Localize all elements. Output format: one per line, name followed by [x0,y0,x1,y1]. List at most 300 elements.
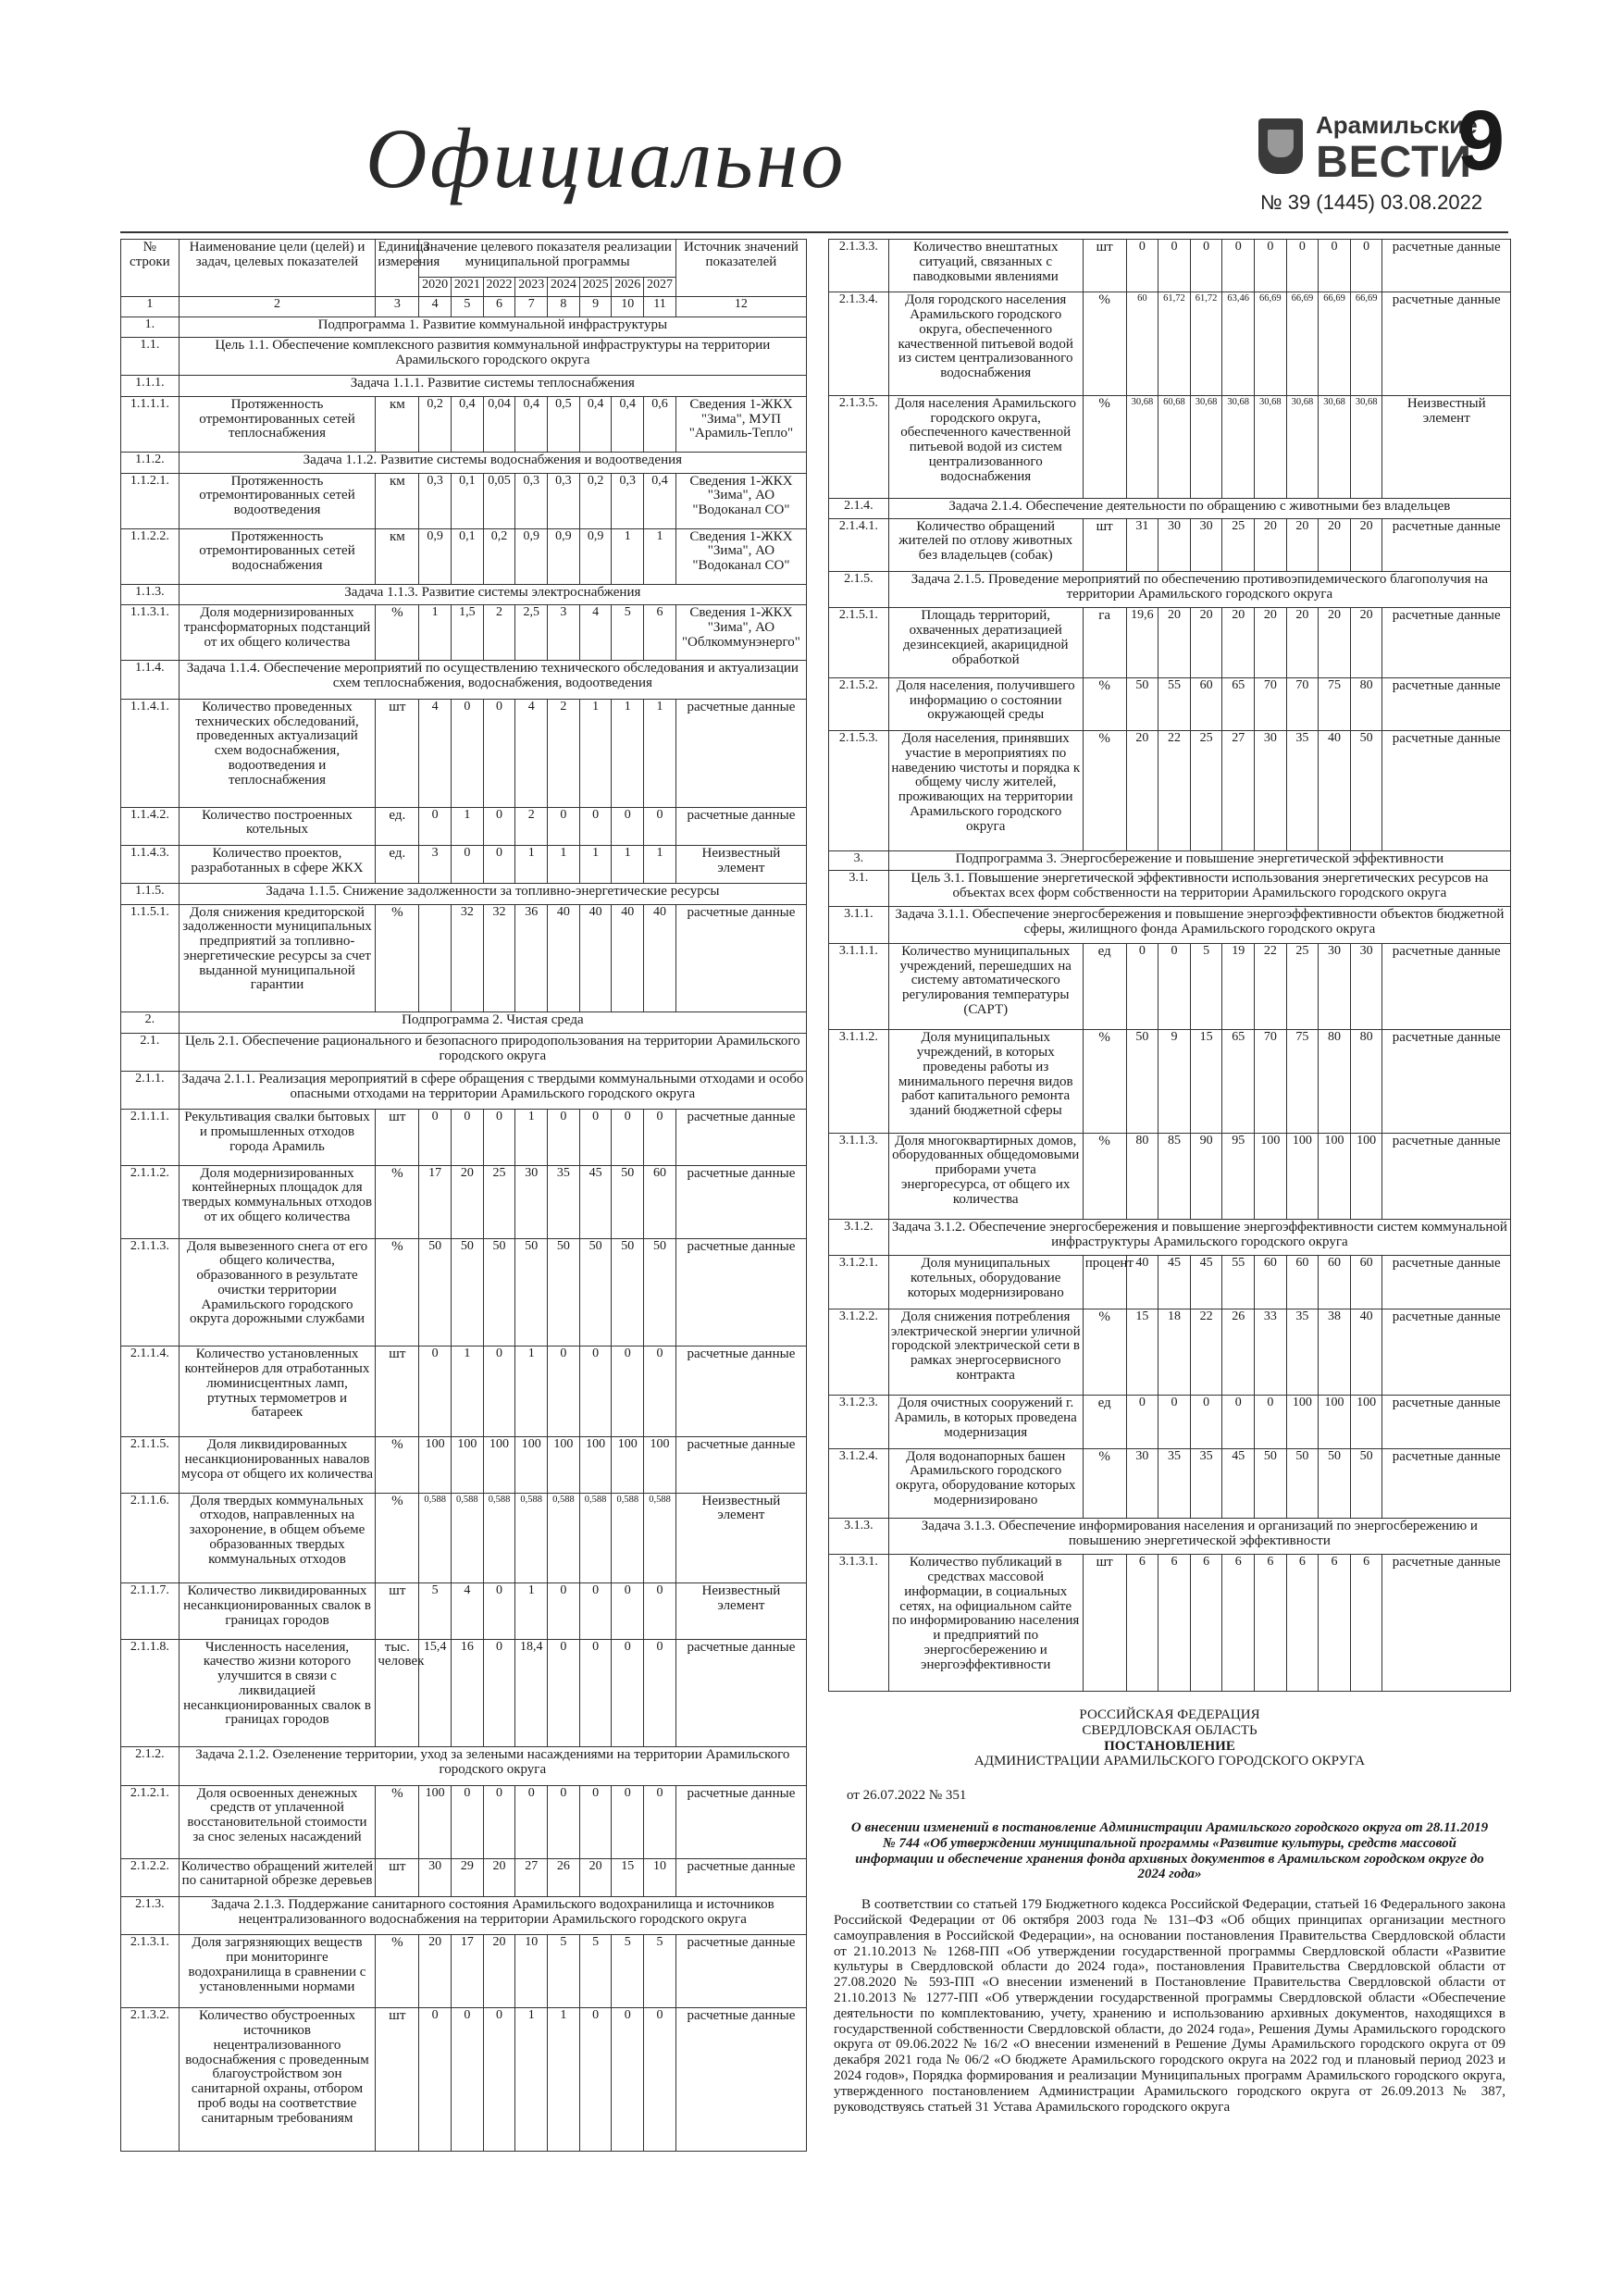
value-cell: 1 [515,1583,548,1639]
section-row [121,316,807,337]
value-cell: 0 [1255,1396,1287,1448]
value-cell: 20 [1126,731,1158,850]
value-cell: 40 [644,904,676,1012]
value-cell: 0 [1222,240,1255,292]
section-title: Задача 3.1.1. Обеспечение энергосбережения и повышение энергоэффективности объектов бюджетной сферы, жилищного фонда Арамильского городского округа [888,907,1510,943]
source-cell: расчетные данные [1382,292,1511,395]
value-cell: 20 [1319,608,1351,677]
value-cell: 0 [483,845,515,883]
table-row [121,1437,807,1493]
row-number: 3. [829,850,889,870]
page-header [120,93,1508,231]
section-title: Задача 2.1.1. Реализация мероприятий в сфере обращения с твердыми коммунальными отходами и особо опасными отходами на территории Арамильского городского округа [179,1072,806,1110]
value-cell: 66,69 [1255,292,1287,395]
indicator-name: Количество обращений жителей по отлову животных без владельцев (собак) [888,518,1083,571]
value-cell: 100 [515,1437,548,1493]
value-cell: 40 [612,904,644,1012]
row-number: 2.1.3.3. [829,240,889,292]
source-cell: расчетные данные [1382,731,1511,850]
unit-cell: ед [1083,943,1126,1029]
section-row [829,1220,1511,1256]
value-cell: 0,4 [579,396,612,452]
row-number: 1.1.3. [121,584,180,604]
value-cell: 6 [1126,1555,1158,1692]
row-number: 3.1.2.4. [829,1448,889,1518]
value-cell: 30 [1350,943,1382,1029]
value-cell: 0 [1158,943,1191,1029]
page-number: 9 [1457,93,1505,188]
value-cell: 60 [1255,1256,1287,1309]
value-cell: 6 [1158,1555,1191,1692]
value-cell: 0 [419,1110,452,1165]
row-number: 3.1.2. [829,1220,889,1256]
value-cell: 0 [1126,943,1158,1029]
value-cell: 80 [1350,1030,1382,1133]
section-title: Подпрограмма 1. Развитие коммунальной инфраструктуры [179,316,806,337]
value-cell: 0,5 [548,396,580,452]
indicator-name: Доля многоквартирных домов, оборудованных общедомовыми приборами учета энергоресурса, от общего их количества [888,1133,1083,1219]
header-target-value: Значение целевого показателя реализации муниципальной программы [419,240,676,278]
value-cell: 20 [1190,608,1222,677]
section-row [121,1897,807,1935]
value-cell: 100 [644,1437,676,1493]
value-cell: 27 [1222,731,1255,850]
value-cell: 1 [452,807,484,845]
source-cell: расчетные данные [675,904,806,1012]
logo-main-text: ВЕСТИ [1316,138,1472,187]
section-title: Задача 3.1.2. Обеспечение энергосбережения и повышение энергоэффективности систем коммунальной инфраструктуры Арамильского городского округа [888,1220,1510,1256]
value-cell: 0,9 [548,528,580,584]
header-year: 2024 [548,278,580,297]
section-row [121,884,807,904]
header-rule [120,231,1508,233]
value-cell: 100 [419,1785,452,1858]
unit-cell: % [376,1785,419,1858]
indicator-name: Протяженность отремонтированных сетей теплоснабжения [179,396,376,452]
value-cell: 55 [1222,1256,1255,1309]
table-row [121,904,807,1012]
unit-cell: км [376,473,419,528]
row-number: 2.1.1. [121,1072,180,1110]
coat-of-arms-icon [1258,118,1303,174]
table-row [121,807,807,845]
source-cell: расчетные данные [675,1437,806,1493]
value-cell: 20 [1286,518,1319,571]
value-cell: 0 [1190,240,1222,292]
value-cell: 1 [644,528,676,584]
unit-cell: тыс. человек [376,1639,419,1747]
unit-cell: % [1083,1030,1126,1133]
indicator-name: Доля водонапорных башен Арамильского городского округа, оборудование которых модернизировано [888,1448,1083,1518]
value-cell: 0 [612,1110,644,1165]
value-cell: 35 [1158,1448,1191,1518]
value-cell: 60 [1286,1256,1319,1309]
value-cell: 0 [548,1639,580,1747]
value-cell: 0 [644,1785,676,1858]
indicator-name: Количество проведенных технических обследований, проведенных актуализаций схем водоснабжения, водоотведения и теплоснабжения [179,699,376,807]
value-cell: 5 [612,1935,644,2008]
source-cell: Сведения 1-ЖКХ "Зима", АО "Облкоммунэнерго" [675,605,806,661]
unit-cell: % [1083,395,1126,498]
table-row [121,1347,807,1437]
section-title: Задача 2.1.3. Поддержание санитарного состояния Арамильского водохранилища и источников нецентрализованного водоснабжения на территории Арамильского городского округа [179,1897,806,1935]
value-cell: 80 [1319,1030,1351,1133]
value-cell: 2 [548,699,580,807]
value-cell: 6 [1222,1555,1255,1692]
table-row [121,1110,807,1165]
unit-cell: % [1083,1133,1126,1219]
value-cell: 60,68 [1158,395,1191,498]
unit-cell: шт [376,699,419,807]
value-cell: 0 [1255,240,1287,292]
table-row [829,518,1511,571]
value-cell: 26 [1222,1309,1255,1395]
row-number: 2.1.1.2. [121,1165,180,1238]
value-cell: 1 [548,2008,580,2152]
unit-cell: км [376,528,419,584]
section-title: Задача 1.1.4. Обеспечение мероприятий по осуществлению технического обследования и актуализации схем теплоснабжения, водоснабжения, водоотведения [179,661,806,699]
unit-cell: % [1083,292,1126,395]
row-number: 2.1.2.2. [121,1858,180,1896]
unit-cell: % [376,1238,419,1347]
value-cell: 100 [548,1437,580,1493]
value-cell: 100 [579,1437,612,1493]
value-cell: 50 [452,1238,484,1347]
value-cell: 0,4 [452,396,484,452]
source-cell: Неизвестный элемент [675,845,806,883]
value-cell: 0 [612,1583,644,1639]
value-cell: 35 [1190,1448,1222,1518]
section-row [121,661,807,699]
value-cell: 50 [612,1165,644,1238]
row-number: 1.1.3.1. [121,605,180,661]
unit-cell: шт [376,1858,419,1896]
value-cell: 0 [579,1639,612,1747]
unit-cell: % [376,904,419,1012]
value-cell: 45 [1190,1256,1222,1309]
value-cell: 0 [548,1785,580,1858]
source-cell: расчетные данные [675,1238,806,1347]
indicator-name: Площадь территорий, охваченных дератизацией дезинсекцией, акарицидной обработкой [888,608,1083,677]
header-year: 2020 [419,278,452,297]
value-cell: 50 [1255,1448,1287,1518]
value-cell: 2 [483,605,515,661]
decree-title: О внесении изменений в постановление Администрации Арамильского городского округа от 28.11.2019 № 744 «Об утверждении муниципальной программы «Развитие культуры, средств массовой информации и обеспечение хранения фонда архивных документов в Арамильском городском округе до 2024 года» [850,1819,1489,1882]
value-cell: 65 [1222,1030,1255,1133]
value-cell: 20 [452,1165,484,1238]
source-cell: расчетные данные [1382,1396,1511,1448]
decree-type: ПОСТАНОВЛЕНИЕ [1104,1738,1235,1754]
value-cell: 0 [1158,1396,1191,1448]
value-cell: 0 [1126,1396,1158,1448]
indicator-name: Доля вывезенного снега от его общего количества, образованного в результате очистки территории Арамильского городского округа дорожными службами [179,1238,376,1347]
value-cell: 5 [644,1935,676,2008]
value-cell: 35 [1286,1309,1319,1395]
value-cell: 0,3 [419,473,452,528]
value-cell: 0,04 [483,396,515,452]
section-title: Задача 1.1.2. Развитие системы водоснабжения и водоотведения [179,453,806,473]
value-cell: 100 [1350,1133,1382,1219]
row-number: 3.1.1.2. [829,1030,889,1133]
row-number: 2.1.5.1. [829,608,889,677]
value-cell: 0,05 [483,473,515,528]
value-cell: 0 [612,1347,644,1437]
indicators-table-right [828,239,1511,1692]
value-cell: 61,72 [1190,292,1222,395]
row-number: 3.1.3.1. [829,1555,889,1692]
value-cell: 0 [483,1347,515,1437]
value-cell: 0,9 [579,528,612,584]
value-cell: 60 [1350,1256,1382,1309]
source-cell: расчетные данные [675,1639,806,1747]
source-cell: Сведения 1-ЖКХ "Зима", АО "Водоканал СО" [675,473,806,528]
value-cell: 22 [1190,1309,1222,1395]
indicator-name: Доля модернизированных контейнерных площадок для твердых коммунальных отходов от их общего количества [179,1165,376,1238]
value-cell: 1 [548,845,580,883]
table-row [121,528,807,584]
source-cell: расчетные данные [1382,677,1511,730]
value-cell: 0,2 [419,396,452,452]
decree-country: РОССИЙСКАЯ ФЕДЕРАЦИЯ [1079,1707,1260,1722]
source-cell: расчетные данные [1382,1133,1511,1219]
column-number: 12 [675,297,806,316]
row-number: 2.1.3. [121,1897,180,1935]
value-cell: 0 [1350,240,1382,292]
logo-top-text: Арамильские [1316,111,1478,139]
value-cell: 32 [452,904,484,1012]
value-cell: 0,1 [452,473,484,528]
value-cell: 35 [548,1165,580,1238]
value-cell: 60 [1190,677,1222,730]
value-cell: 66,69 [1286,292,1319,395]
source-cell: расчетные данные [675,2008,806,2152]
value-cell: 6 [1190,1555,1222,1692]
section-row [829,499,1511,518]
indicator-name: Количество построенных котельных [179,807,376,845]
source-cell: расчетные данные [675,699,806,807]
value-cell: 6 [1350,1555,1382,1692]
table-row [829,943,1511,1029]
value-cell: 1 [515,845,548,883]
value-cell: 0 [1319,240,1351,292]
value-cell: 50 [515,1238,548,1347]
column-number: 1 [121,297,180,316]
value-cell: 0,9 [515,528,548,584]
value-cell: 50 [1319,1448,1351,1518]
indicator-name: Численность населения, качество жизни которого улучшится в связи с ликвидацией несанкционированных свалок в границах городов [179,1639,376,1747]
value-cell: 0,588 [419,1493,452,1583]
source-cell: Неизвестный элемент [675,1583,806,1639]
value-cell: 18,4 [515,1639,548,1747]
value-cell: 40 [1126,1256,1158,1309]
indicator-name: Количество обустроенных источников нецентрализованного водоснабжения с проведенным благоустройством зон санитарной охраны, отбором проб воды на соответствие санитарным требованиям [179,2008,376,2152]
unit-cell: шт [376,2008,419,2152]
value-cell: 50 [1126,1030,1158,1133]
header-year: 2023 [515,278,548,297]
table-row [829,1256,1511,1309]
value-cell: 0 [483,2008,515,2152]
value-cell: 50 [419,1238,452,1347]
row-number: 2.1.1.1. [121,1110,180,1165]
table-row [829,240,1511,292]
value-cell: 20 [419,1935,452,2008]
value-cell: 18 [1158,1309,1191,1395]
table-row [121,1165,807,1238]
value-cell: 0,4 [612,396,644,452]
row-number: 1.1.4. [121,661,180,699]
column-number: 2 [179,297,376,316]
value-cell: 100 [612,1437,644,1493]
unit-cell: ед. [376,807,419,845]
table-row [829,1448,1511,1518]
section-title: Задача 2.1.5. Проведение мероприятий по обеспечению противоэпидемического благополучия на территории Арамильского городского округа [888,572,1510,608]
value-cell: 25 [483,1165,515,1238]
table-row [829,292,1511,395]
row-number: 1.1.4.1. [121,699,180,807]
decree-body: В соответствии со статьей 179 Бюджетного кодекса Российской Федерации, статьей 16 Федерального закона Российской Федерации от 06 октября 2003 года № 131–ФЗ «Об общих принципах организации местного самоуправления в Российской Федерации», на основании постановления Правительства Свердловской области от 21.10.2013 № 1268-ПП «Об утверждении государственной программы Свердловской области «Развитие культуры в Свердловской области до 2024 года», постановления Правительства Свердловской области от 27.08.2020 № 593-ПП «О внесении изменений в Постановление Правительства Свердловской области от 21.10.2013 № 1277-ПП «Об утверждении государственной программы Свердловской области «Обеспечение деятельности по комплектованию, учету, хранению и использованию архивных документов, находящихся в государственной собственности Свердловской области, до 2024 года», Решения Думы Арамильского городского округа от 09.06.2022 № 16/2 «О внесении изменений в Решение Думы Арамильского городского округа от 09 декабря 2021 года № 06/2 «О бюджете Арамильского городского округа на 2022 год и плановый период 2023 и 2024 годов», Порядка формирования и реализации Муниципальных программ Арамильского городского округа, утвержденного постановлением Администрации Арамильского городского округа от 26.09.2013 № 387, руководствуясь статьей 31 Устава Арамильского городского округа [834,1897,1505,2115]
value-cell: 75 [1319,677,1351,730]
decree-region: СВЕРДЛОВСКАЯ ОБЛАСТЬ [1082,1722,1258,1738]
row-number: 3.1.2.2. [829,1309,889,1395]
source-cell: Сведения 1-ЖКХ "Зима", МУП "Арамиль-Тепло" [675,396,806,452]
value-cell: 31 [1126,518,1158,571]
value-cell: 0,3 [612,473,644,528]
value-cell: 0,588 [548,1493,580,1583]
value-cell: 0 [548,1110,580,1165]
indicator-name: Количество ликвидированных несанкционированных свалок в границах городов [179,1583,376,1639]
value-cell: 0 [452,1110,484,1165]
row-number: 2.1.3.1. [121,1935,180,2008]
table-row [829,608,1511,677]
source-cell: Неизвестный элемент [675,1493,806,1583]
row-number: 2.1.1.8. [121,1639,180,1747]
table-row [829,677,1511,730]
source-cell: расчетные данные [1382,608,1511,677]
value-cell: 35 [1286,731,1319,850]
value-cell: 0 [452,699,484,807]
indicator-name: Доля муниципальных котельных, оборудование которых модернизировано [888,1256,1083,1309]
value-cell: 30,68 [1286,395,1319,498]
value-cell: 0 [644,1583,676,1639]
value-cell: 50 [483,1238,515,1347]
value-cell: 15 [1126,1309,1158,1395]
value-cell: 20 [1350,608,1382,677]
newspaper-logo [1138,109,1483,214]
row-number: 3.1.1.1. [829,943,889,1029]
table-row [121,1785,807,1858]
source-cell: расчетные данные [1382,943,1511,1029]
value-cell: 20 [1350,518,1382,571]
value-cell: 1 [452,1347,484,1437]
value-cell: 9 [1158,1030,1191,1133]
indicator-name: Доля населения, получившего информацию о состоянии окружающей среды [888,677,1083,730]
value-cell: 5 [1190,943,1222,1029]
value-cell: 70 [1286,677,1319,730]
section-title: Официально [365,111,847,205]
value-cell: 100 [1286,1133,1319,1219]
indicator-name: Доля освоенных денежных средств от уплаченной восстановительной стоимости за снос зеленых насаждений [179,1785,376,1858]
value-cell: 0 [483,1785,515,1858]
value-cell: 50 [612,1238,644,1347]
header-indicator-name: Наименование цели (целей) и задач, целевых показателей [179,240,376,297]
value-cell: 75 [1286,1030,1319,1133]
value-cell: 0,588 [612,1493,644,1583]
unit-cell: ед. [376,845,419,883]
value-cell: 30 [1319,943,1351,1029]
value-cell: 20 [483,1935,515,2008]
column-number: 6 [483,297,515,316]
value-cell: 1 [419,605,452,661]
section-title: Задача 1.1.1. Развитие системы теплоснабжения [179,376,806,396]
unit-cell: % [376,605,419,661]
section-row [829,871,1511,907]
value-cell: 0,1 [452,528,484,584]
source-cell: расчетные данные [675,1165,806,1238]
value-cell: 0 [612,1639,644,1747]
value-cell: 6 [1286,1555,1319,1692]
value-cell: 50 [1350,1448,1382,1518]
source-cell: расчетные данные [675,1785,806,1858]
source-cell: расчетные данные [1382,1256,1511,1309]
value-cell: 0 [579,2008,612,2152]
value-cell: 50 [1350,731,1382,850]
row-number: 2.1.4.1. [829,518,889,571]
row-number: 2.1.1.3. [121,1238,180,1347]
header-row-number: № строки [121,240,180,297]
unit-cell: шт [376,1583,419,1639]
value-cell: 0 [419,1347,452,1437]
value-cell: 33 [1255,1309,1287,1395]
value-cell: 1 [644,699,676,807]
value-cell: 30 [515,1165,548,1238]
value-cell: 0 [483,1639,515,1747]
section-row [121,1072,807,1110]
indicator-name: Доля городского населения Арамильского городского округа, обеспеченного качественной питьевой водой из систем централизованного водоснабжения [888,292,1083,395]
issue-number: № 39 (1445) 03.08.2022 [1260,191,1483,214]
indicator-name: Протяженность отремонтированных сетей водоотведения [179,473,376,528]
row-number: 2.1.1.4. [121,1347,180,1437]
value-cell: 17 [419,1165,452,1238]
value-cell: 100 [1319,1133,1351,1219]
section-title: Задача 3.1.3. Обеспечение информирования населения и организаций по энергосбережению и повышению энергетической эффективности [888,1519,1510,1555]
value-cell: 50 [579,1238,612,1347]
header-year: 2025 [579,278,612,297]
value-cell: 50 [1286,1448,1319,1518]
value-cell: 30,68 [1319,395,1351,498]
row-number: 2.1.2.1. [121,1785,180,1858]
section-title: Задача 1.1.3. Развитие системы электроснабжения [179,584,806,604]
row-number: 1.1.2. [121,453,180,473]
value-cell: 0 [548,807,580,845]
row-number: 1.1.5. [121,884,180,904]
row-number: 2.1.2. [121,1747,180,1785]
row-number: 2.1.3.2. [121,2008,180,2152]
section-row [121,338,807,376]
value-cell: 1 [644,845,676,883]
value-cell: 5 [612,605,644,661]
value-cell: 17 [452,1935,484,2008]
value-cell: 0 [579,1785,612,1858]
value-cell: 66,69 [1319,292,1351,395]
value-cell: 80 [1126,1133,1158,1219]
unit-cell: шт [1083,518,1126,571]
value-cell: 0 [612,2008,644,2152]
table-header-row [121,240,807,278]
source-cell: расчетные данные [675,1110,806,1165]
value-cell: 0 [644,1110,676,1165]
value-cell: 66,69 [1350,292,1382,395]
value-cell: 1 [515,1110,548,1165]
